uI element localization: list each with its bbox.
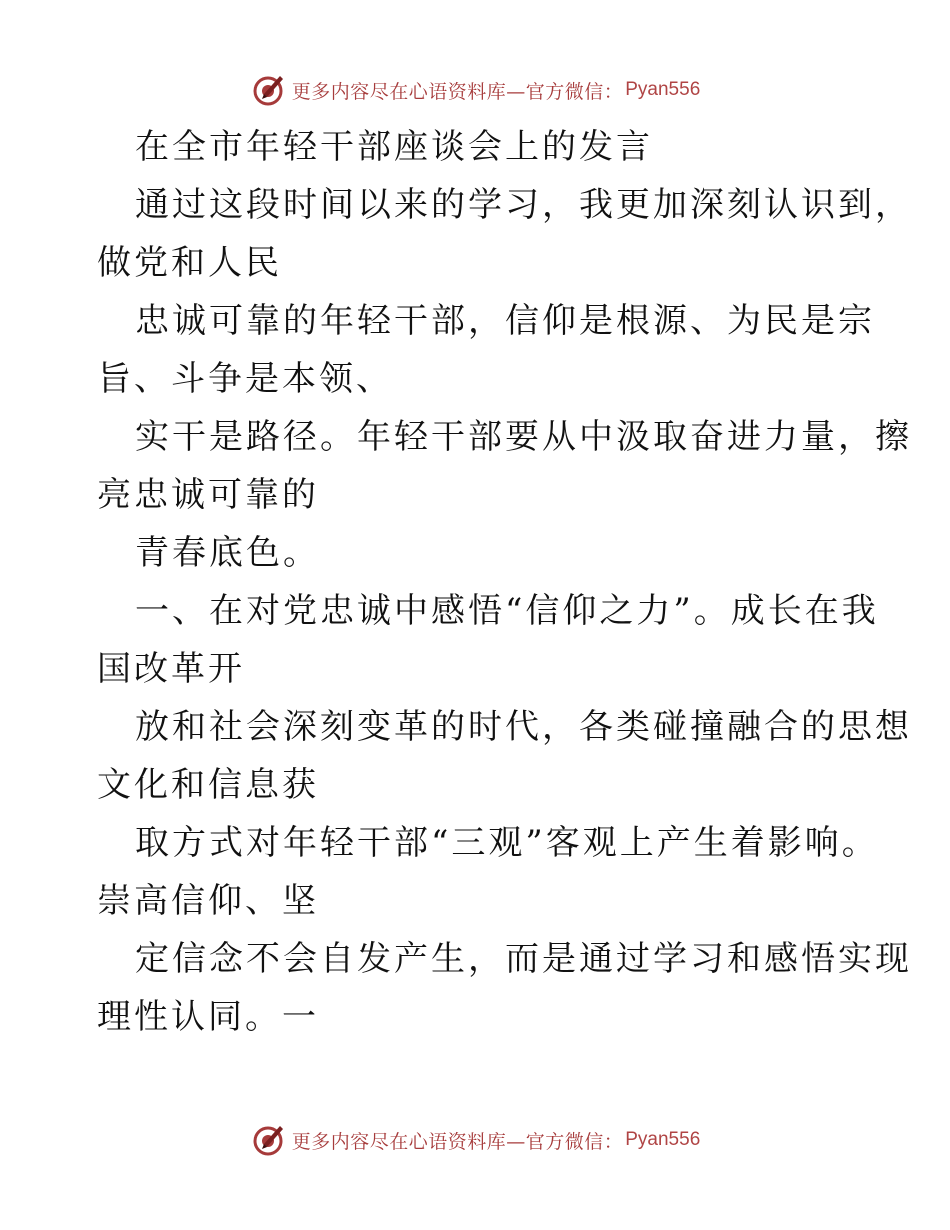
text-line: 一、在对党忠诚中感悟“信仰之力”。成长在我 [135,591,879,631]
text-line: 取方式对年轻干部“三观”客观上产生着影响。 [135,823,879,863]
watermark-logo-icon [250,72,286,108]
text-line: 理性认同。一 [97,997,319,1037]
watermark-text: 更多内容尽在心语资料库—官方微信： [291,1130,624,1153]
watermark-text: 更多内容尽在心语资料库—官方微信： [291,80,624,103]
footer-watermark [0,1120,950,1160]
watermark-logo-icon [250,1122,286,1158]
header-watermark [0,70,950,110]
document-body [97,118,912,1046]
text-line: 定信念不会自发产生，而是通过学习和感悟实现 [135,939,912,979]
text-line: 实干是路径。年轻干部要从中汲取奋进力量，擦 [135,417,912,457]
text-line: 做党和人民 [97,243,282,283]
text-line: 国改革开 [97,649,245,689]
text-line: 放和社会深刻变革的时代，各类碰撞融合的思想 [135,707,912,747]
watermark-wechat-id: Pyan556 [625,79,701,100]
text-line: 亮忠诚可靠的 [97,475,319,515]
document-title: 在全市年轻干部座谈会上的发言 [135,127,653,167]
text-line: 青春底色。 [135,533,320,573]
text-line: 忠诚可靠的年轻干部，信仰是根源、为民是宗 [135,301,875,341]
text-line: 旨、斗争是本领、 [97,359,393,399]
text-line: 通过这段时间以来的学习，我更加深刻认识到， [135,185,912,225]
text-line: 文化和信息获 [97,765,319,805]
text-line: 崇高信仰、坚 [97,881,319,921]
watermark-wechat-id: Pyan556 [625,1129,701,1150]
